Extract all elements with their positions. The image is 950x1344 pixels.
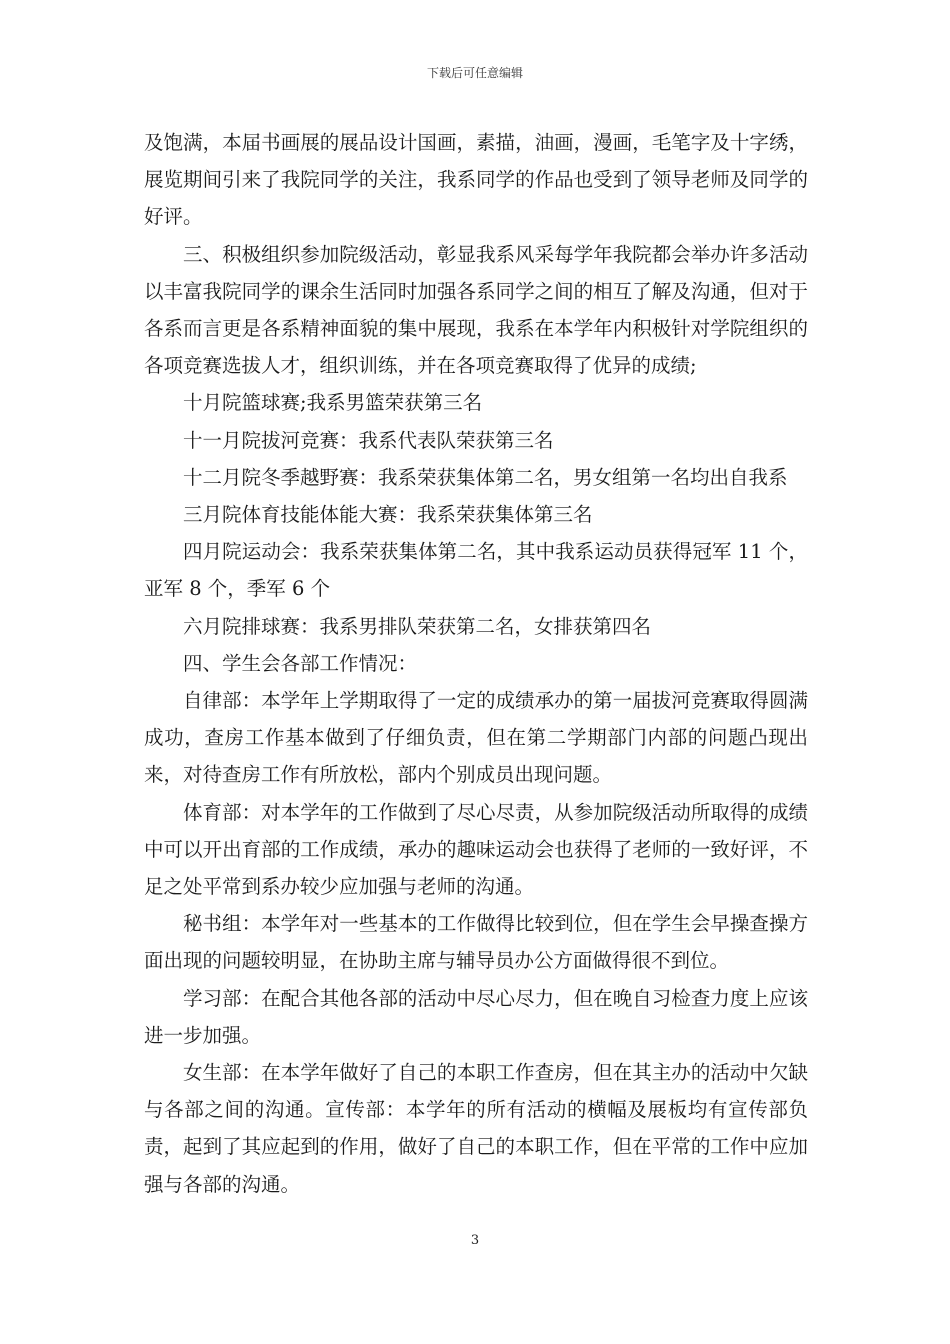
paragraph: 及饱满，本届书画展的展品设计国画，素描，油画，漫画，毛笔字及十字绣，展览期间引来了我院同学的关注，我系同学的作品也受到了领导老师及同学的好评。 (144, 131, 808, 229)
paragraph: 女生部：在本学年做好了自己的本职工作查房，但在其主办的活动中欠缺与各部之间的沟通。宣传部：本学年的所有活动的横幅及展板均有宣传部负责，起到了其应起到的作用，做好了自己的本职工作，但在平常的工作中应加强与各部的沟通。 (144, 1061, 808, 1196)
paragraph: 十一月院拔河竞赛：我系代表队荣获第三名 (183, 428, 554, 452)
paragraph: 秘书组：本学年对一些基本的工作做得比较到位，但在学生会早操查操方面出现的问题较明显，在协助主席与辅导员办公方面做得很不到位。 (144, 912, 808, 973)
paragraph: 三月院体育技能体能大赛：我系荣获集体第三名 (183, 503, 593, 527)
paragraph: 三、积极组织参加院级活动，彰显我系风采每学年我院都会举办许多活动以丰富我院同学的课余生活同时加强各系同学之间的相互了解及沟通，但对于各系而言更是各系精神面貌的集中展现，我系在本学年内积极针对学院组织的各项竞赛选拔人才，组织训练，并在各项竞赛取得了优异的成绩; (144, 242, 808, 378)
paragraph: 四、学生会各部工作情况： (183, 651, 418, 675)
paragraph: 六月院排球赛：我系男排队荣获第二名，女排获第四名 (183, 614, 652, 638)
paragraph: 十月院篮球赛;我系男篮荣获第三名 (183, 391, 483, 415)
page-header: 下载后可任意编辑 (426, 66, 523, 80)
body-text (144, 124, 808, 1203)
paragraph: 体育部：对本学年的工作做到了尽心尽责，从参加院级活动所取得的成绩中可以开出育部的工作成绩，承办的趣味运动会也获得了老师的一致好评，不足之处平常到系办较少应加强与老师的沟通。 (144, 800, 808, 899)
paragraph: 十二月院冬季越野赛：我系荣获集体第二名，男女组第一名均出自我系 (183, 465, 788, 489)
paragraph: 学习部：在配合其他各部的活动中尽心尽力，但在晚自习检查力度上应该进一步加强。 (144, 986, 808, 1047)
page-number: 3 (470, 1233, 480, 1248)
paragraph: 四月院运动会：我系荣获集体第二名，其中我系运动员获得冠军 11 个，亚军 8 个，季军 6 个 (144, 540, 808, 601)
paragraph: 自律部：本学年上学期取得了一定的成绩承办的第一届拔河竞赛取得圆满成功，查房工作基本做到了仔细负责，但在第二学期部门内部的问题凸现出来，对待查房工作有所放松，部内个别成员出现问题。 (144, 689, 808, 787)
